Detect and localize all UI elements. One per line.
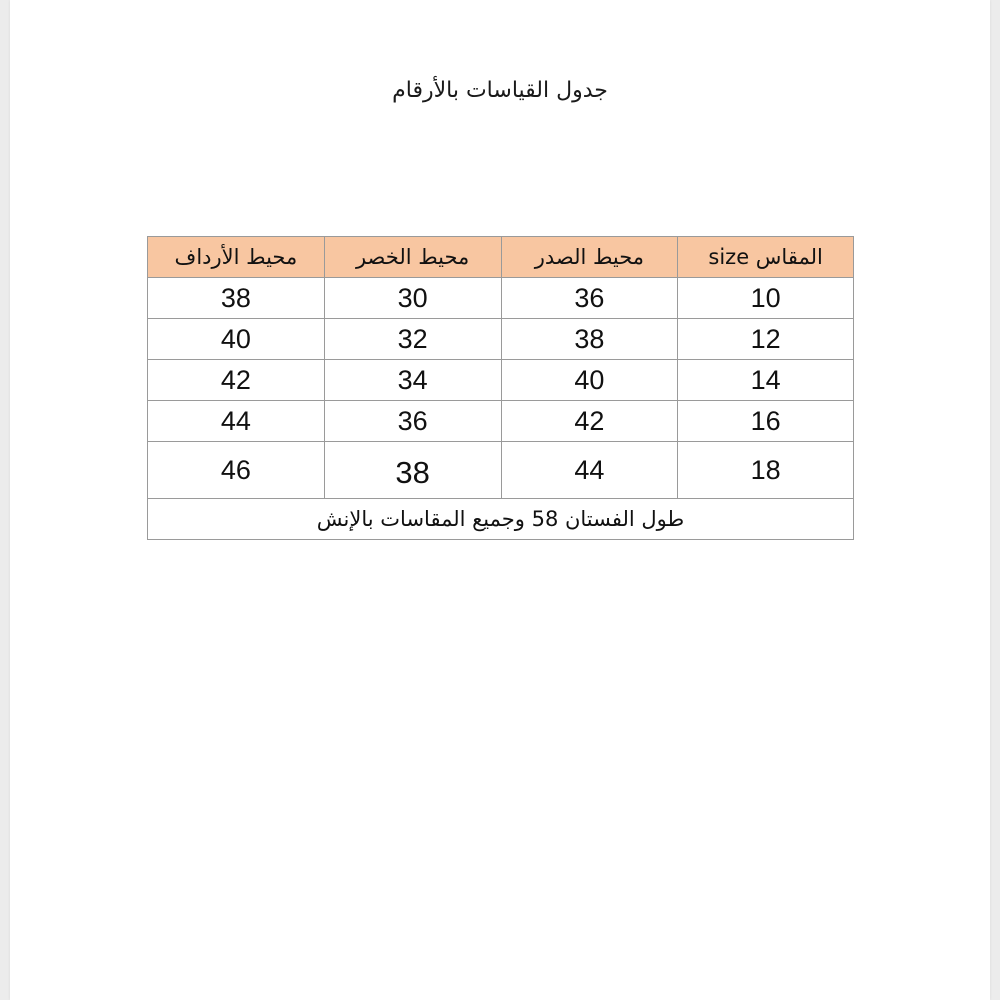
cell-size: 12: [678, 319, 854, 360]
header-hips: محيط الأرداف: [148, 237, 325, 278]
table-row: [148, 401, 854, 442]
cell-hips: 42: [148, 360, 325, 401]
cell-chest: 38: [501, 319, 678, 360]
cell-hips: 38: [148, 278, 325, 319]
cell-waist: 36: [324, 401, 501, 442]
size-chart-table: [147, 236, 854, 540]
page-title: جدول القياسات بالأرقام: [392, 78, 608, 103]
header-waist: محيط الخصر: [324, 237, 501, 278]
table-note-row: [148, 499, 854, 540]
cell-size: 14: [678, 360, 854, 401]
table-note: طول الفستان 58 وجميع المقاسات بالإنش: [148, 499, 854, 540]
cell-chest: 42: [501, 401, 678, 442]
table-row: [148, 278, 854, 319]
table-row: [148, 319, 854, 360]
cell-chest: 44: [501, 442, 678, 499]
cell-size: 10: [678, 278, 854, 319]
cell-hips: 46: [148, 442, 325, 499]
table-row: [148, 442, 854, 499]
cell-waist: 38: [324, 442, 501, 499]
table-header-row: [148, 237, 854, 278]
table-row: [148, 360, 854, 401]
cell-waist: 32: [324, 319, 501, 360]
cell-chest: 36: [501, 278, 678, 319]
cell-waist: 34: [324, 360, 501, 401]
cell-hips: 40: [148, 319, 325, 360]
header-chest: محيط الصدر: [501, 237, 678, 278]
cell-chest: 40: [501, 360, 678, 401]
cell-size: 18: [678, 442, 854, 499]
cell-size: 16: [678, 401, 854, 442]
cell-waist: 30: [324, 278, 501, 319]
cell-hips: 44: [148, 401, 325, 442]
header-size: المقاس size: [678, 237, 854, 278]
document-page: [10, 0, 990, 1000]
